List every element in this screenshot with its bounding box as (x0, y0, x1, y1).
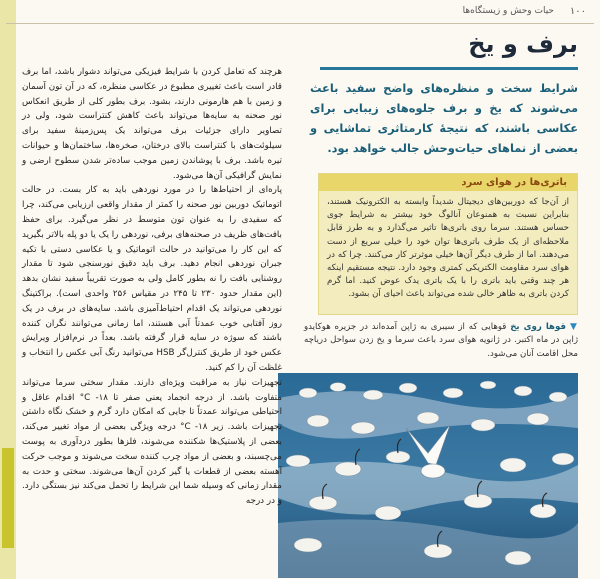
body-text-column (22, 65, 282, 509)
section-title: برف و یخ (468, 30, 578, 58)
swans-on-ice-photo (278, 373, 578, 578)
page-header (6, 2, 594, 24)
running-title: حیات وحش و زیستگاه‌ها (462, 6, 554, 16)
chapter-tab-marker (2, 448, 14, 548)
lead-paragraph: شرایط سخت و منظره‌های واضح سفید باعث می‌شوند که یخ و برف جلوه‌های زیبایی برای عکاسی باشند، که نتیجهٔ کارمتاثری تماشایی و بعضی از نماهای حیات‌وحش جالب خواهد بود. (310, 81, 578, 155)
caption-text: قوهایی که از سیبری به ژاپن آمده‌اند در جزیره هوکایدو ژاپن در ماه اکتبر. در ژانویه هوای سرد باعث سرما و یخ زدن سواحل دریاچه محل اقامت آنان می‌شود. (304, 322, 578, 359)
title-underline (320, 67, 578, 70)
chapter-tab (0, 0, 16, 579)
caption-triangle-icon: ▼ (570, 322, 578, 332)
photo-caption (304, 321, 578, 361)
swans-photo-illustration (278, 373, 578, 578)
sidebar-box (318, 173, 578, 315)
caption-title: قوها روی یخ (510, 322, 567, 332)
page-number: ۱۰۰ (569, 6, 586, 17)
body-paragraph: هرچند که تعامل کردن با شرایط فیزیکی می‌تواند دشوار باشد، اما برف قادر است باعث تغییری مطبوع در عکاسی منظره، که در آن تون آسمان و زمین با هم هارمونی دارند، بشود. برف بطور کلی از طریق انعکاس نور صحنه به سایه‌ها می‌تواند باعث کاهش کنتراست شود، ولی در تصاویر دارای جزئیات برف می‌تواند یک پس‌زمینهٔ سفید برای سیلوئت‌های با کنتراست بالای درختان، صخره‌ها، ساختمان‌ها و حیوانات تیره باشد. برف با پوشاندن زمین موجب ساده‌تر شدن سطوح ارضی و نمایش گرافیکی آن‌ها می‌شود. (22, 67, 282, 181)
body-paragraph: پاره‌ای از احتیاط‌ها را در مورد نوردهی باید به کار بست. در حالت اتوماتیک دوربین نور صحنه را کمتر از مقدار واقعی ارزیابی می‌کند، چرا که سفیدی را به عنوان تون متوسط در نظر می‌گیرد. برای حفظ بافت‌های ظریف در صحنه‌های برفی، نوردهی را یک یا دو پله بالاتر بگیرید که این کار را می‌توانید در حالت اتوماتیک و یا عکاسی دستی با تکیه جبران نوردهی انجام دهید. برف باید دقیق نورسنجی شود تا مقدار روشنایی بافت را نه بطور کامل ولی به صورت تقریباً سفید نشان بدهد (این مقدار حدود ۲۳۰ تا ۲۴۵ در مقیاس ۲۵۶ واحدی است). براکتینگ نوردهی می‌تواند یک اقدام احتیاط‌آمیزی باشد. سایه‌های در برف در یک روز آفتابی خوب عمدتاً آبی هستند، اما زمانی می‌توانند نگران کننده باشند که سوژه در سایه قرار گرفته باشد. بعداً در نرم‌افزار ویرایش عکس خود از طریق کنترل‌گر HSB می‌توانید رنگ آبی عکس را انتخاب و غلظت آن را کم کنید. (22, 185, 282, 373)
sidebar-box-title: باتری‌ها در هوای سرد (319, 174, 577, 191)
sidebar-box-text: از آن‌جا که دوربین‌های دیجیتال شدیداً وابسته به الکترونیک هستند، بنابراین نسبت به همنوعان آنالوگ خود بیشتر به شرایط جوی حساس هستند. سرما روی باتری‌ها تاثیر می‌گذارد و به طرز قابل ملاحظه‌ای از یک طرف باتری‌ها توان خود را خیلی سریع از دست می‌دهند. اما از طرف دیگر آن‌ها خیلی موثرتر کار می‌کنند. چرا که در هوای سرد مقاومت الکتریکی کمتری وجود دارد. نتیجه مستقیم اینکه هر چند وقتی باید باتری را با یک باتری یدک عوض کنید. اما گرم کردن باتری به ظاهر خالی شده می‌تواند باعث احیای آن بشود. (327, 197, 569, 300)
body-paragraph: تجهیزات نیاز به مراقبت ویژه‌ای دارند. مقدار سختی سرما می‌تواند متفاوت باشد. از درجه انجماد یعنی صفر تا ۱۸- C° اقدام عاقل و احتیاطی می‌تواند عمدتاً تا جایی که امکان دارد گرم و خشک نگاه داشتن تجهیزات باشد. زیر ۱۸- C° درجه ویژگی بعضی از مواد تغییر می‌کند، بعضی از پلاستیک‌ها شکننده می‌شوند، فلزها بطور دردآوری به پوست می‌چسبند، و بعضی از مواد چرب کننده سخت می‌شوند و موجب حرکت آهسته بعضی از قطعات یا گیر کردن آن‌ها می‌شوند. سختی و حدت به مقدار زمانی که وسیله شما این شرایط را تحمل می‌کند نیز بستگی دارد. و در درجه (22, 377, 282, 507)
header-rule (6, 23, 594, 24)
